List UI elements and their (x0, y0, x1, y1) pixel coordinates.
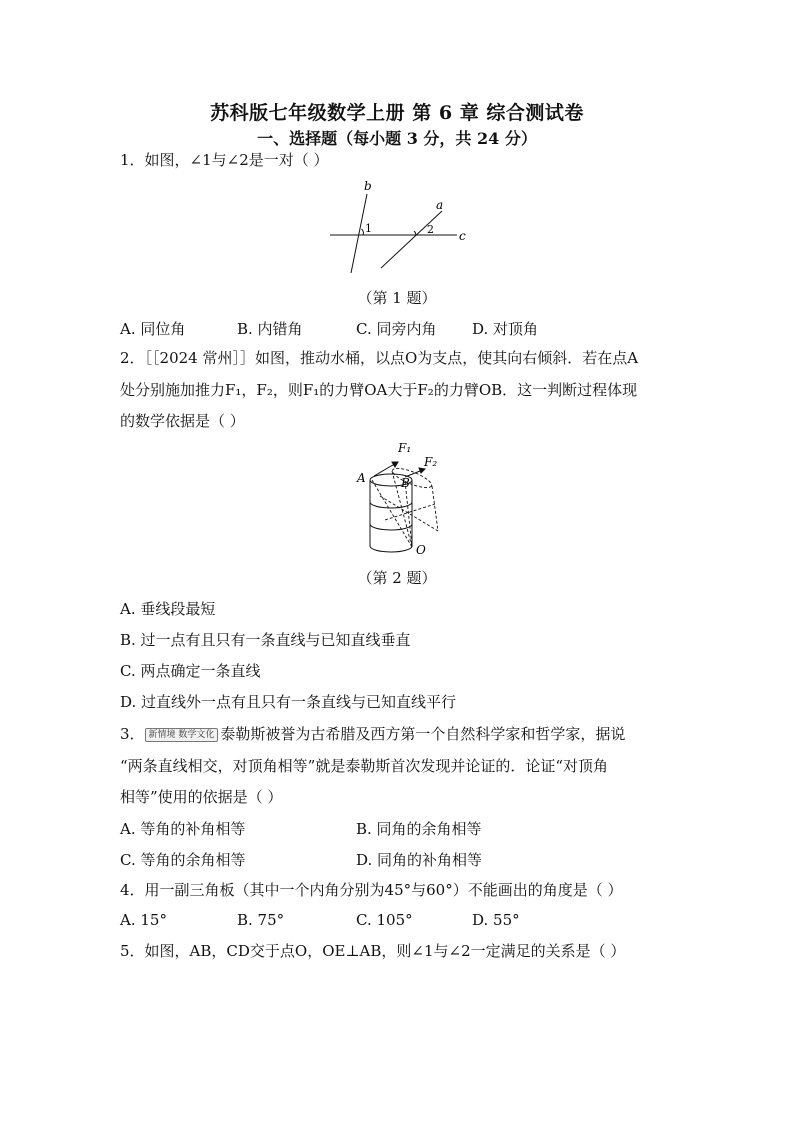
q2-option-c: C. 两点确定一条直线 (120, 662, 261, 680)
q4-option-b: B. 75° (237, 911, 285, 929)
q2-stem-line2: 处分别施加推力F₁，F₂，则F₁的力臂OA大于F₂的力臂OB．这一判断过程体现 (120, 381, 638, 399)
q1-option-a: A. 同位角 (120, 320, 186, 338)
angle-2-arc (414, 231, 416, 235)
angle-1-arc (362, 229, 364, 235)
q3-option-c: C. 等角的余角相等 (120, 851, 246, 869)
q3-number: 3． (120, 725, 145, 743)
q3-stem-line2: “两条直线相交，对顶角相等”就是泰勒斯首次发现并论证的．论证“对顶角 (120, 757, 609, 775)
q2-option-b: B. 过一点有且只有一条直线与已知直线垂直 (120, 631, 411, 649)
line-a (381, 211, 442, 268)
q3-stem-line3: 相等”使用的依据是（ ） (120, 788, 283, 806)
q1-figure (325, 176, 475, 276)
q2-caption: （第 2 题） (357, 569, 437, 587)
label-1: 1 (365, 222, 372, 235)
bucket-bottom (370, 546, 412, 552)
label-o-point: O (416, 543, 426, 557)
label-b: b (364, 179, 372, 193)
q2-stem-line3: 的数学依据是（ ） (120, 412, 245, 430)
q1-option-b: B. 内错角 (237, 320, 303, 338)
q3-option-a: A. 等角的补角相等 (120, 820, 246, 838)
section-heading: 一、选择题（每小题 3 分，共 24 分） (257, 129, 537, 148)
tilted-hoop-2 (385, 504, 435, 520)
new-context-badge: 新情境 数学文化 (145, 728, 219, 742)
q5-stem: 5．如图，AB，CD交于点O，OE⊥AB，则∠1与∠2一定满足的关系是（ ） (120, 942, 626, 960)
q3-stem-line1 (120, 724, 625, 744)
label-f2: F₂ (424, 455, 438, 469)
q4-stem: 4．用一副三角板（其中一个内角分别为45°与60°）不能画出的角度是（ ） (120, 881, 623, 899)
q4-option-c: C. 105° (356, 911, 413, 929)
q3-option-b: B. 同角的余角相等 (356, 820, 482, 838)
label-c: c (459, 229, 466, 243)
tilted-hoop-1 (380, 496, 438, 531)
q4-option-a: A. 15° (120, 911, 167, 929)
label-2: 2 (427, 223, 434, 236)
q1-option-d: D. 对顶角 (472, 320, 539, 338)
q2-stem-line1: 2．［［2024 常州］］如图，推动水桶，以点O为支点，使其向右倾斜．若在点A (120, 349, 639, 367)
bucket-hoop-2 (370, 524, 412, 530)
q2-option-d: D. 过直线外一点有且只有一条直线与已知直线平行 (120, 693, 457, 711)
q1-stem: 1．如图，∠1与∠2是一对（ ） (120, 151, 329, 169)
page-title: 苏科版七年级数学上册 第 6 章 综合测试卷 (210, 102, 584, 124)
label-a-point: A (357, 471, 366, 485)
q1-caption: （第 1 题） (357, 289, 437, 307)
label-f1: F₁ (398, 441, 412, 455)
q1-option-c: C. 同旁内角 (356, 320, 437, 338)
q2-option-a: A. 垂线段最短 (120, 600, 216, 618)
q3-stem-text: 泰勒斯被誉为古希腊及西方第一个自然科学家和哲学家，据说 (220, 725, 626, 743)
label-a: a (436, 198, 444, 212)
tilted-bucket-right (432, 486, 438, 531)
q2-figure (350, 436, 450, 561)
q4-option-d: D. 55° (472, 911, 520, 929)
label-b-point: B (401, 476, 410, 490)
q3-option-d: D. 同角的补角相等 (356, 851, 483, 869)
